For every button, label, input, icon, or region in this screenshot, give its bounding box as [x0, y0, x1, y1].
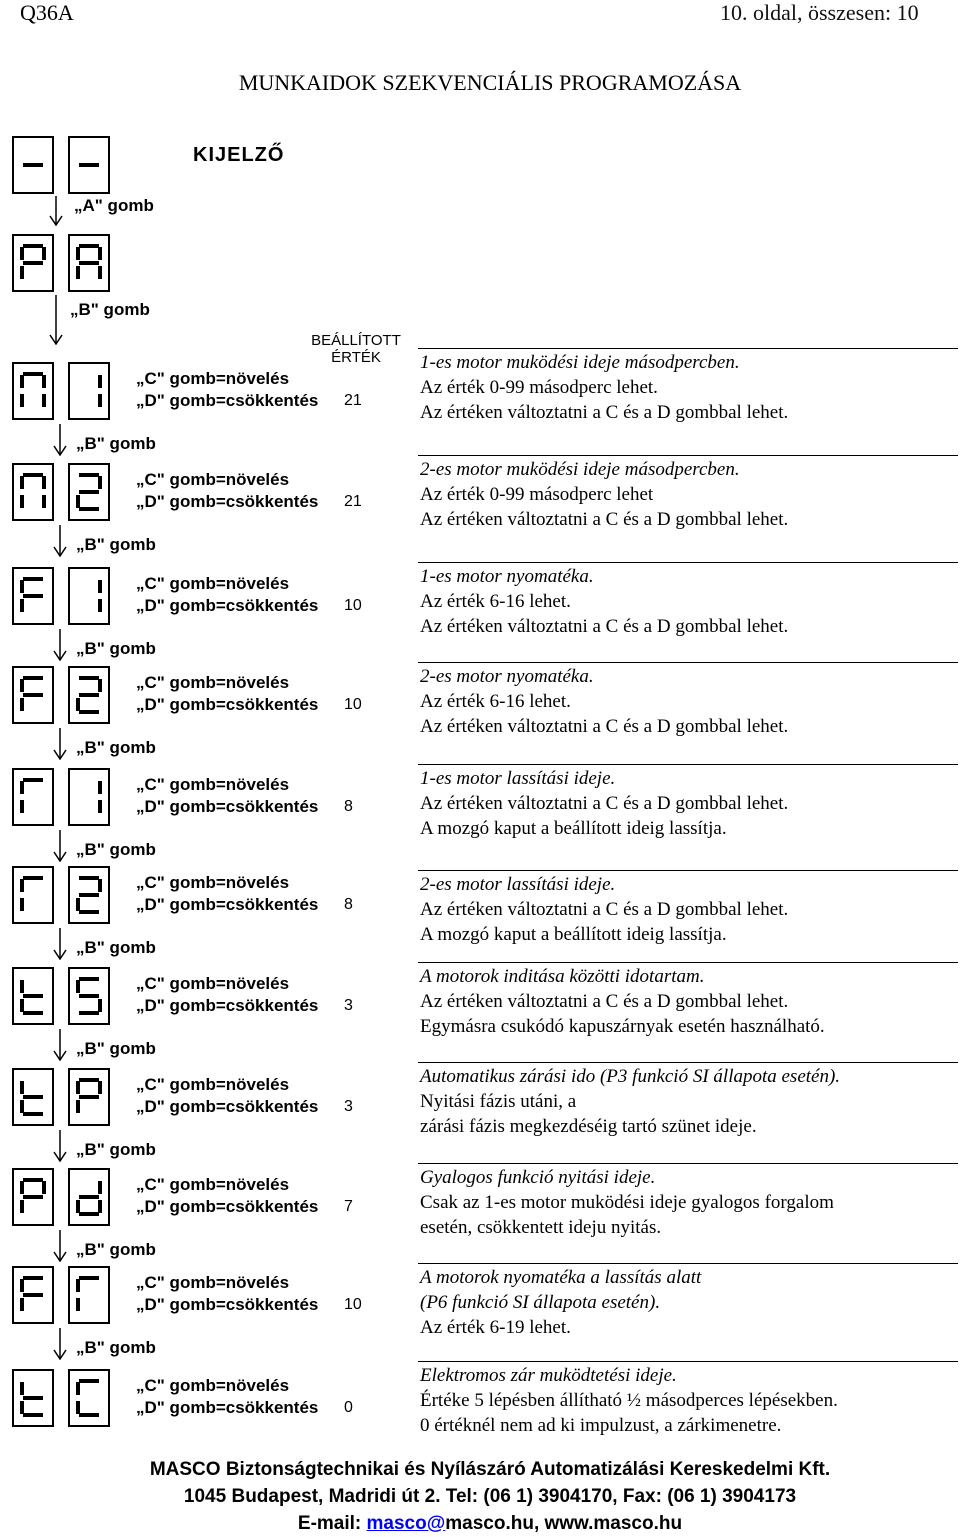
display-tS-left [12, 967, 54, 1025]
description-line: 1-es motor muködési ideje másodpercben. [420, 352, 740, 373]
display-segment [79, 710, 99, 714]
description-line: Az értéken változtatni a C és a D gombbal lehet. [420, 793, 789, 814]
separator-line [418, 1062, 958, 1063]
param-description [420, 1064, 960, 1139]
display-segment [98, 266, 102, 279]
description-line: Az érték 0-99 másodperc lehet [420, 484, 654, 505]
display-segment [79, 473, 99, 477]
description-line: Az értéken változtatni a C és a D gombbal lehet. [420, 899, 789, 920]
display-Fr-left [12, 1266, 54, 1324]
description-line: 2-es motor lassítási ideje. [420, 874, 616, 895]
footer-email-rest: masco.hu, www.masco.hu [445, 1513, 683, 1534]
separator-line [418, 455, 958, 456]
arrow-a [48, 196, 64, 226]
description-line: A motorok inditása közötti idotartam. [420, 966, 705, 987]
c-button-label: „C" gomb=növelés [136, 775, 290, 794]
display-segment [98, 247, 102, 260]
d-button-label: „D" gomb=csökkentés [136, 996, 319, 1015]
display-segment [98, 679, 102, 692]
page-title: MUNKAIDOK SZEKVENCIÁLIS PROGRAMOZÁSA [238, 70, 742, 95]
arrow-b [52, 1029, 68, 1061]
description-line: Az értéken változtatni a C és a D gombbal lehet. [420, 716, 789, 737]
display-segment [76, 698, 80, 711]
display-segment [23, 577, 43, 581]
set-value: 3 [344, 997, 353, 1014]
display-segment [42, 247, 46, 260]
display-segment [76, 1200, 80, 1213]
arrow-b [52, 1230, 68, 1262]
separator-line [418, 348, 958, 349]
description-line: 1-es motor lassítási ideje. [420, 768, 616, 789]
display-segment [23, 1011, 43, 1015]
display-segment [23, 261, 43, 265]
c-button-label: „C" gomb=növelés [136, 873, 290, 892]
display-segment [20, 898, 24, 911]
description-line: (P6 funkció SI állapota esetén). [420, 1292, 661, 1313]
description-line: Elektromos zár muködtetési ideje. [420, 1365, 677, 1386]
display-segment [23, 876, 43, 880]
set-value: 0 [344, 1399, 353, 1416]
description-line: Egymásra csukódó kapuszárnyak esetén használható. [420, 1016, 825, 1037]
display-Pd-left [12, 1168, 54, 1226]
description-line: 0 értéknél nem ad ki impulzust, a zárkimenetre. [420, 1415, 782, 1436]
description-line: 1-es motor nyomatéka. [420, 566, 594, 587]
display-segment [98, 1200, 102, 1213]
description-line: Nyitási fázis utáni, a [420, 1091, 577, 1112]
display-segment [20, 394, 24, 407]
display-segment [23, 1276, 43, 1280]
separator-line [418, 870, 958, 871]
display-segment [23, 994, 43, 998]
display-segment [98, 800, 102, 813]
param-description [420, 350, 960, 425]
display-segment [76, 980, 80, 993]
display-segment [79, 244, 99, 248]
display-segment [42, 495, 46, 508]
display-segment [20, 599, 24, 612]
description-line: Az érték 6-16 lehet. [420, 591, 571, 612]
d-button-label: „D" gomb=csökkentés [136, 797, 319, 816]
arrow-b [52, 728, 68, 760]
description-line: Gyalogos funkció nyitási ideje. [420, 1167, 656, 1188]
display-n1-right [68, 362, 110, 420]
c-button-label: „C" gomb=növelés [136, 1175, 290, 1194]
display-segment [20, 1200, 24, 1213]
set-value: 21 [344, 392, 362, 409]
set-value: 8 [344, 896, 353, 913]
display-n1-left [12, 362, 54, 420]
footer [0, 1456, 960, 1537]
d-button-label: „D" gomb=csökkentés [136, 1295, 319, 1314]
display-segment [98, 781, 102, 794]
display-top-1-left [12, 234, 54, 292]
description-line: Az érték 0-99 másodperc lehet. [420, 377, 658, 398]
param-description [420, 564, 960, 639]
display-tP-left [12, 1068, 54, 1126]
display-segment [23, 1178, 43, 1182]
display-segment [20, 999, 24, 1012]
display-segment [76, 1382, 80, 1395]
arrow-b-label: „B" gomb [76, 434, 156, 453]
c-button-label: „C" gomb=növelés [136, 1376, 290, 1395]
d-button-label: „D" gomb=csökkentés [136, 1197, 319, 1216]
display-r1-left [12, 768, 54, 826]
display-segment [20, 1382, 24, 1395]
display-segment [79, 893, 99, 897]
display-r2-left [12, 866, 54, 924]
display-segment [79, 261, 99, 265]
display-segment [20, 800, 24, 813]
description-line: A mozgó kaput a beállított ideig lassítja. [420, 924, 727, 945]
arrow-a-label: „A" gomb [74, 196, 154, 215]
separator-line [418, 962, 958, 963]
description-line: Automatikus zárási ido (P3 funkció SI állapota esetén). [420, 1066, 841, 1087]
display-segment [79, 876, 99, 880]
display-tS-right [68, 967, 110, 1025]
display-top-0-left [12, 136, 54, 194]
description-line: Az értéken változtatni a C és a D gombbal lehet. [420, 616, 789, 637]
separator-line [418, 1263, 958, 1264]
display-segment [79, 1011, 99, 1015]
arrow-b-label: „B" gomb [76, 840, 156, 859]
arrow-b-top [48, 295, 64, 345]
display-label: KIJELZŐ [193, 144, 285, 166]
param-description [420, 1165, 960, 1240]
display-segment [23, 1396, 43, 1400]
set-value: 21 [344, 493, 362, 510]
arrow-b [52, 1130, 68, 1162]
display-segment [98, 1181, 102, 1194]
display-tC-right [68, 1369, 110, 1427]
display-segment [20, 247, 24, 260]
display-segment [98, 476, 102, 489]
display-segment [79, 910, 99, 914]
display-segment [23, 473, 43, 477]
display-F2-right [68, 666, 110, 724]
param-description [420, 1363, 960, 1438]
display-segment [79, 676, 99, 680]
footer-company: MASCO Biztonságtechnikai és Nyílászáró Automatizálási Kereskedelmi Kft. [149, 1459, 831, 1480]
separator-line [418, 562, 958, 563]
d-button-label: „D" gomb=csökkentés [136, 1097, 319, 1116]
display-segment [79, 1276, 99, 1280]
display-segment [20, 495, 24, 508]
description-line: Az értéken változtatni a C és a D gombbal lehet. [420, 402, 789, 423]
page-info: 10. oldal, összesen: 10 [720, 0, 919, 25]
arrow-b-label: „B" gomb [76, 738, 156, 757]
display-F1-right [68, 567, 110, 625]
d-button-label: „D" gomb=csökkentés [136, 492, 319, 511]
arrow-b [52, 629, 68, 661]
footer-address: 1045 Budapest, Madridi út 2. Tel: (06 1) 3904170, Fax: (06 1) 3904173 [183, 1486, 797, 1507]
arrow-b-top-label: „B" gomb [70, 300, 150, 319]
set-value: 10 [344, 1296, 362, 1313]
param-description [420, 964, 960, 1039]
value-header-line2: ÉRTÉK [331, 349, 381, 366]
c-button-label: „C" gomb=növelés [136, 673, 290, 692]
display-n2-left [12, 463, 54, 521]
d-button-label: „D" gomb=csökkentés [136, 391, 319, 410]
display-segment [76, 247, 80, 260]
description-line: 2-es motor muködési ideje másodpercben. [420, 459, 740, 480]
display-segment [79, 1195, 99, 1199]
display-segment [23, 693, 43, 697]
display-segment [79, 1379, 99, 1383]
display-segment [79, 1078, 99, 1082]
param-description [420, 457, 960, 532]
d-button-label: „D" gomb=csökkentés [136, 895, 319, 914]
display-segment [79, 507, 99, 511]
display-segment [23, 1293, 43, 1297]
display-segment [20, 1100, 24, 1113]
display-F2-left [12, 666, 54, 724]
display-segment [20, 1181, 24, 1194]
set-value: 7 [344, 1198, 353, 1215]
arrow-b [52, 1328, 68, 1360]
display-segment [76, 1401, 80, 1414]
display-segment [98, 599, 102, 612]
arrow-b [52, 424, 68, 456]
description-line: Az értéken változtatni a C és a D gombbal lehet. [420, 991, 789, 1012]
c-button-label: „C" gomb=növelés [136, 369, 290, 388]
set-value: 3 [344, 1098, 353, 1115]
value-header-line1: BEÁLLÍTOTT [311, 332, 401, 349]
separator-line [418, 1361, 958, 1362]
description-line: Az érték 6-16 lehet. [420, 691, 571, 712]
display-segment [20, 1298, 24, 1311]
display-segment [20, 476, 24, 489]
display-r1-right [68, 768, 110, 826]
email-link[interactable]: masco@ [366, 1513, 446, 1534]
c-button-label: „C" gomb=növelés [136, 1273, 290, 1292]
display-segment [79, 1413, 99, 1417]
display-segment [76, 495, 80, 508]
display-segment [23, 778, 43, 782]
description-line: Az értéken változtatni a C és a D gombbal lehet. [420, 509, 789, 530]
description-line: Csak az 1-es motor muködési ideje gyalogos forgalom [420, 1192, 834, 1213]
display-segment [79, 693, 99, 697]
display-segment [20, 375, 24, 388]
c-button-label: „C" gomb=növelés [136, 574, 290, 593]
display-segment [20, 1401, 24, 1414]
display-segment [79, 1095, 99, 1099]
param-description [420, 1265, 960, 1340]
display-segment [98, 1081, 102, 1094]
d-button-label: „D" gomb=csökkentés [136, 1398, 319, 1417]
doc-code: Q36A [20, 0, 74, 25]
display-segment [79, 977, 99, 981]
arrow-b-label: „B" gomb [76, 535, 156, 554]
display-segment [23, 1095, 43, 1099]
display-segment [76, 1081, 80, 1094]
set-value: 10 [344, 696, 362, 713]
arrow-b [52, 525, 68, 557]
arrow-b-label: „B" gomb [76, 1039, 156, 1058]
footer-contact [0, 1510, 960, 1537]
display-segment [23, 244, 43, 248]
display-segment [76, 266, 80, 279]
set-value: 10 [344, 597, 362, 614]
display-segment [76, 898, 80, 911]
display-top-1-right [68, 234, 110, 292]
description-line: Az érték 6-19 lehet. [420, 1317, 571, 1338]
display-segment [20, 580, 24, 593]
display-segment [79, 490, 99, 494]
arrow-b-label: „B" gomb [76, 938, 156, 957]
value-header [308, 332, 404, 366]
d-button-label: „D" gomb=csökkentés [136, 596, 319, 615]
display-segment [23, 594, 43, 598]
display-segment [42, 1181, 46, 1194]
display-segment [20, 879, 24, 892]
display-segment [76, 1298, 80, 1311]
display-segment [98, 580, 102, 593]
display-segment [23, 676, 43, 680]
description-line: esetén, csökkentett ideju nyitás. [420, 1217, 662, 1238]
param-description [420, 766, 960, 841]
display-segment [79, 1212, 99, 1216]
display-top-0-right [68, 136, 110, 194]
display-segment [79, 163, 99, 167]
display-segment [20, 781, 24, 794]
arrow-b [52, 830, 68, 862]
display-segment [98, 394, 102, 407]
separator-line [418, 1163, 958, 1164]
set-value: 8 [344, 798, 353, 815]
display-tP-right [68, 1068, 110, 1126]
arrow-b-label: „B" gomb [76, 639, 156, 658]
display-tC-left [12, 1369, 54, 1427]
c-button-label: „C" gomb=növelés [136, 1075, 290, 1094]
d-button-label: „D" gomb=csökkentés [136, 695, 319, 714]
separator-line [418, 662, 958, 663]
description-line: zárási fázis megkezdéséig tartó szünet ideje. [420, 1116, 757, 1137]
arrow-b [52, 928, 68, 960]
separator-line [418, 764, 958, 765]
description-line: Értéke 5 lépésben állítható ½ másodperces lépésekben. [420, 1390, 838, 1411]
c-button-label: „C" gomb=növelés [136, 974, 290, 993]
footer-email-prefix: E-mail: [297, 1513, 367, 1534]
arrow-b-label: „B" gomb [76, 1240, 156, 1259]
display-segment [76, 1279, 80, 1292]
display-segment [98, 879, 102, 892]
arrow-b-label: „B" gomb [76, 1140, 156, 1159]
display-segment [20, 679, 24, 692]
description-line: A motorok nyomatéka a lassítás alatt [420, 1267, 702, 1288]
display-segment [98, 999, 102, 1012]
display-segment [23, 372, 43, 376]
display-r2-right [68, 866, 110, 924]
display-segment [20, 698, 24, 711]
display-segment [79, 994, 99, 998]
display-segment [23, 1112, 43, 1116]
display-Pd-right [68, 1168, 110, 1226]
display-segment [42, 394, 46, 407]
display-segment [23, 1195, 43, 1199]
description-line: 2-es motor nyomatéka. [420, 666, 594, 687]
display-F1-left [12, 567, 54, 625]
display-segment [76, 1100, 80, 1113]
arrow-b-label: „B" gomb [76, 1338, 156, 1357]
display-segment [20, 980, 24, 993]
display-segment [98, 375, 102, 388]
c-button-label: „C" gomb=növelés [136, 470, 290, 489]
param-description [420, 872, 960, 947]
display-n2-right [68, 463, 110, 521]
display-segment [42, 375, 46, 388]
param-description [420, 664, 960, 739]
display-segment [23, 1413, 43, 1417]
display-segment [20, 1279, 24, 1292]
display-segment [42, 476, 46, 489]
description-line: A mozgó kaput a beállított ideig lassítja. [420, 818, 727, 839]
display-Fr-right [68, 1266, 110, 1324]
display-segment [23, 163, 43, 167]
display-segment [20, 266, 24, 279]
display-segment [20, 1081, 24, 1094]
